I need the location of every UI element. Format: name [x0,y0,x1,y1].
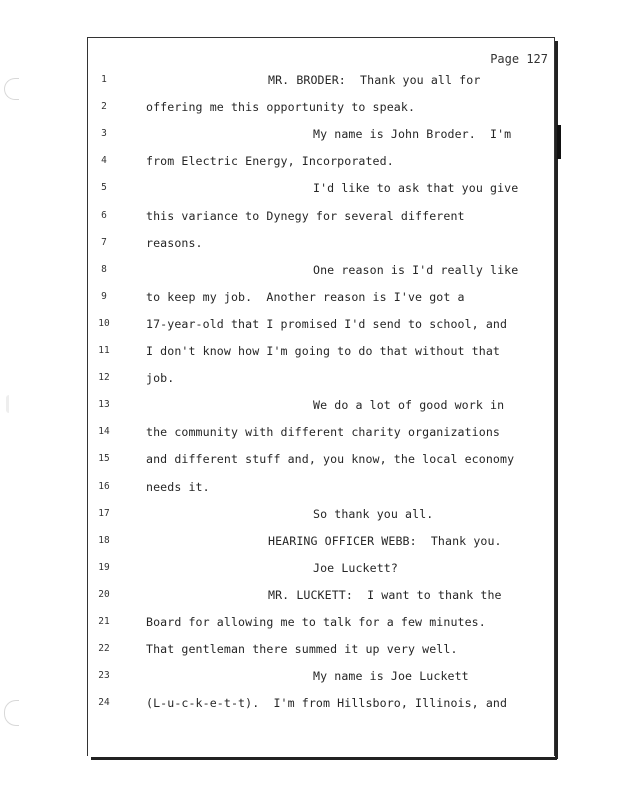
line-number: 1 [101,74,107,85]
line-number: 10 [98,317,110,329]
line-number: 4 [101,155,107,167]
transcript-line: My name is John Broder. I'm [313,127,512,142]
transcript-line: I'd like to ask that you give [313,181,519,196]
line-number: 6 [101,209,107,221]
transcript-line: 17-year-old that I promised I'd send to school, and [146,316,508,331]
line-number: 7 [101,236,107,248]
line-number: 13 [98,399,110,411]
line-number: 2 [101,101,107,113]
line-number: 24 [98,697,110,709]
line-number: 22 [98,643,110,655]
line-number: 3 [101,128,107,140]
transcript-line: HEARING OFFICER WEBB: Thank you. [268,533,502,548]
transcript-line: the community with different charity organizations [146,425,501,440]
line-number: 9 [101,290,107,302]
line-number: 16 [98,480,110,492]
transcript-line: to keep my job. Another reason is I've got a [146,289,465,304]
line-number: 5 [101,182,107,194]
line-number: 21 [98,616,110,627]
scan-artifact [4,78,19,100]
line-number: 20 [98,588,110,600]
transcript-line: Joe Luckett? [313,560,398,575]
page-edge-tab [557,125,561,159]
transcript-line: reasons. [146,235,203,250]
transcript-line: this variance to Dynegy for several different [146,208,465,223]
scan-artifact [4,700,19,726]
line-number: 15 [98,453,110,465]
transcript-line: MR. LUCKETT: I want to thank the [268,587,502,602]
transcript-line: (L-u-c-k-e-t-t). I'm from Hillsboro, Illinois, and [146,696,508,711]
transcript-line: One reason is I'd really like [313,262,519,277]
transcript-line: job. [146,371,175,386]
transcript-line: from Electric Energy, Incorporated. [146,154,394,169]
line-number: 12 [98,372,110,384]
transcript-line: Board for allowing me to talk for a few minutes. [146,615,486,629]
transcript-line: That gentleman there summed it up very well. [146,642,458,657]
transcript-line: My name is Joe Luckett [313,669,469,684]
scan-artifact [6,395,9,413]
line-number: 14 [98,426,110,438]
line-number: 8 [101,263,107,275]
line-number: 18 [98,534,110,546]
line-number: 17 [98,507,110,519]
page-number: Page 127 [490,52,548,66]
transcript-line: and different stuff and, you know, the local economy [146,452,515,467]
transcript-line: So thank you all. [313,506,434,521]
transcript-line: I don't know how I'm going to do that without that [146,344,501,358]
line-number: 23 [98,670,110,682]
transcript-line: needs it. [146,479,210,494]
transcript-line: We do a lot of good work in [313,398,505,413]
line-number: 19 [98,561,110,573]
transcript-line: MR. BRODER: Thank you all for [268,73,481,87]
transcript-line: offering me this opportunity to speak. [146,100,416,115]
line-number: 11 [98,345,110,356]
page-shadow [91,757,557,760]
